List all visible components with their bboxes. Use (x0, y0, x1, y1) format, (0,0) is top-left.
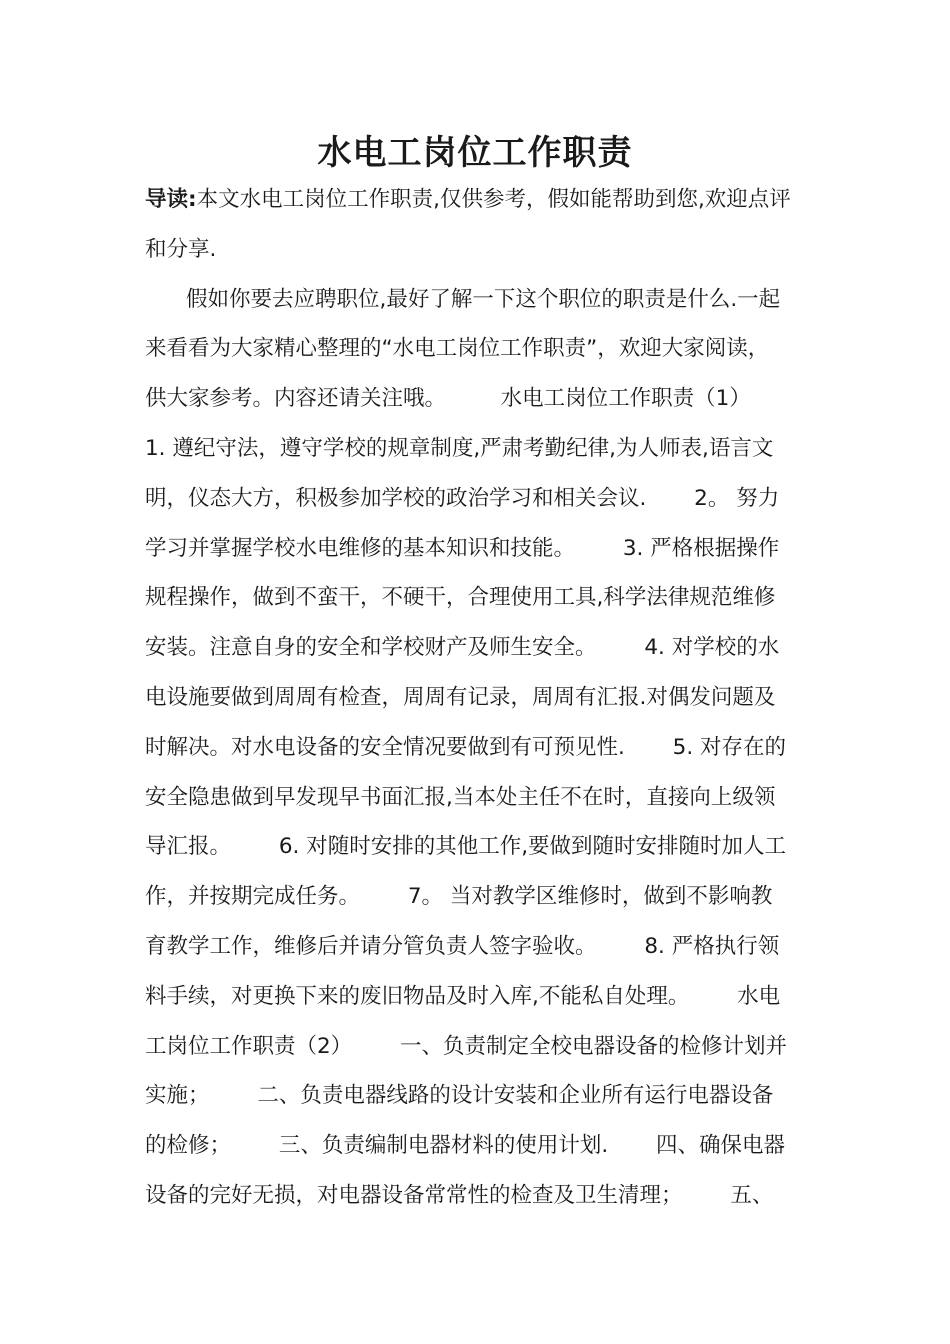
body-line: 作，并按期完成任务。 7。 当对教学区维修时，做到不影响教 (145, 884, 773, 910)
body-line: 来看看为大家精心整理的“水电工岗位工作职责”，欢迎大家阅读， (145, 336, 770, 362)
body-line: 的检修； 三、负责编制电器材料的使用计划. 四、确保电器 (145, 1133, 786, 1159)
body-line: 导汇报。 6. 对随时安排的其他工作,要做到随时安排随时加人工 (145, 834, 787, 860)
document-body (145, 175, 810, 1221)
lead-paragraph-line (145, 175, 810, 225)
lead-paragraph-line: 和分享. (145, 236, 217, 262)
body-line: 安装。注意自身的安全和学校财产及师生安全。 4. 对学校的水 (145, 635, 780, 661)
body-line: 工岗位工作职责（2） 一、负责制定全校电器设备的检修计划并 (145, 1033, 788, 1059)
body-line: 规程操作，做到不蛮干，不硬干，合理使用工具,科学法律规范维修 (145, 585, 776, 611)
body-line: 电设施要做到周周有检查，周周有记录，周周有汇报.对偶发问题及 (145, 684, 776, 710)
body-line: 供大家参考。内容还请关注哦。 水电工岗位工作职责（1） (145, 386, 751, 412)
body-line: 学习并掌握学校水电维修的基本知识和技能。 3. 严格根据操作 (145, 535, 780, 561)
body-line: 设备的完好无损，对电器设备常常性的检查及卫生清理； 五、 (145, 1182, 774, 1208)
lead-label: 导读: (145, 187, 197, 212)
document-title: 水电工岗位工作职责 (317, 133, 633, 173)
body-line: 1. 遵纪守法，遵守学校的规章制度,严肃考勤纪律,为人师表,语言文 (145, 435, 774, 461)
lead-text: 本文水电工岗位工作职责,仅供参考，假如能帮助到您,欢迎点评 (196, 187, 791, 212)
body-line: 料手续，对更换下来的废旧物品及时入库,不能私自处理。 水电 (145, 983, 781, 1009)
body-line: 育教学工作，维修后并请分管负责人签字验收。 8. 严格执行领 (145, 933, 780, 959)
body-line: 明，仪态大方，积极参加学校的政治学习和相关会议. 2。 努力 (145, 485, 780, 511)
body-line: 安全隐患做到早发现早书面汇报,当本处主任不在时，直接向上级领 (145, 784, 776, 810)
body-line: 时解决。对水电设备的安全情况要做到有可预见性. 5. 对存在的 (145, 734, 787, 760)
body-line: 假如你要去应聘职位,最好了解一下这个职位的职责是什么.一起 (145, 286, 781, 312)
body-line: 实施； 二、负责电器线路的设计安装和企业所有运行电器设备 (145, 1083, 774, 1109)
